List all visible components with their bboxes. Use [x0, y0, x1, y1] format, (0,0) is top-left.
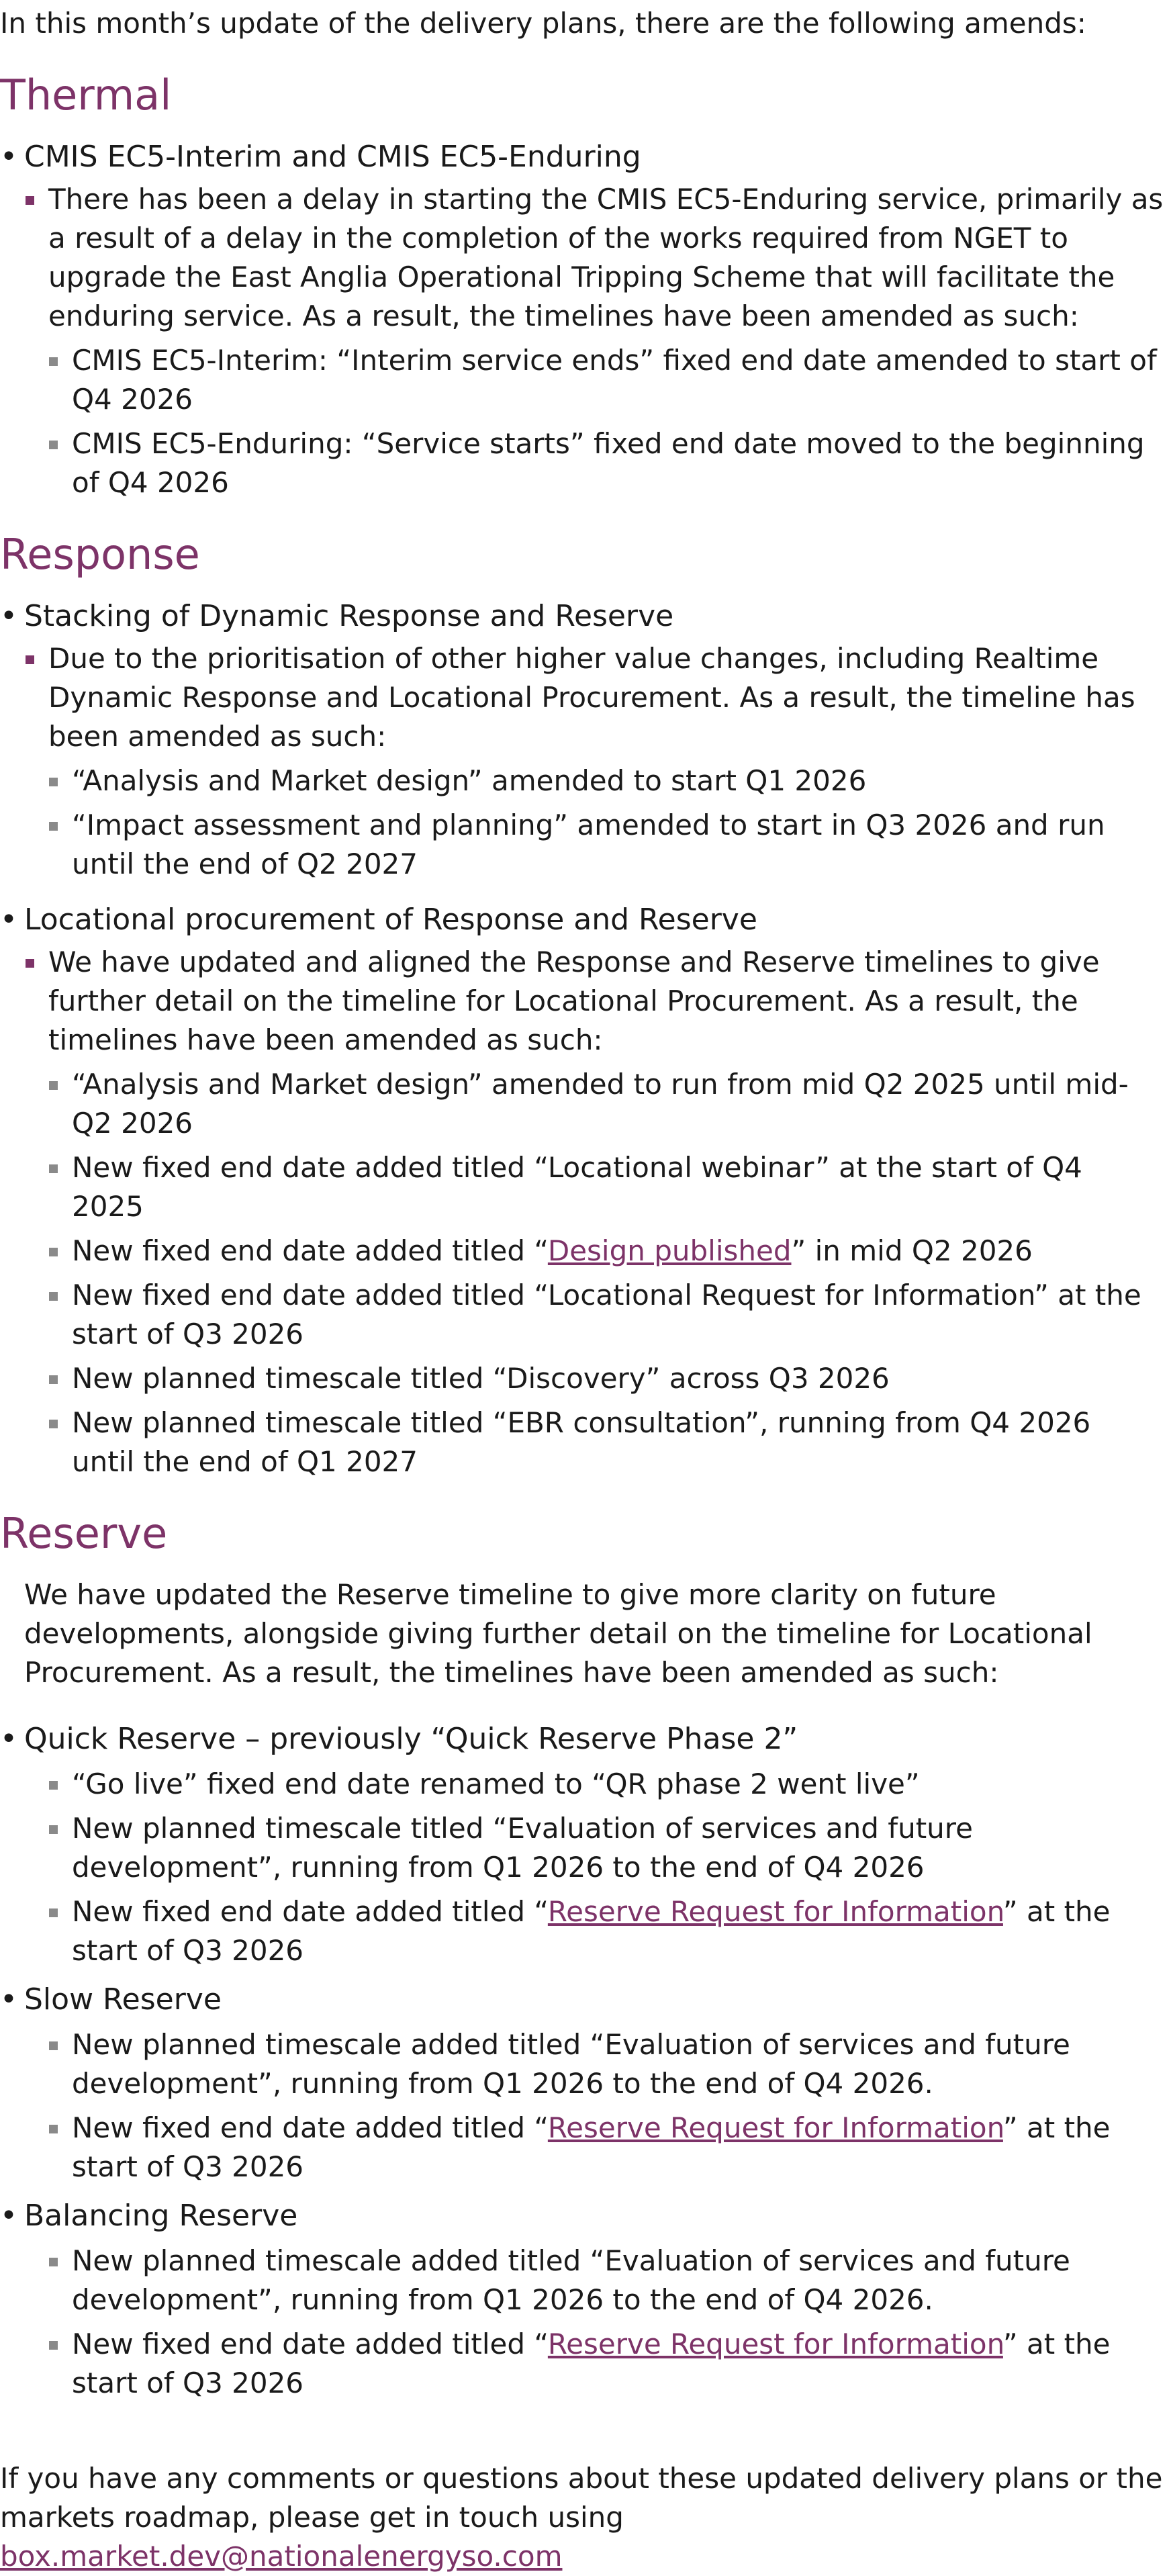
list-item: [0, 2325, 1171, 2403]
list-item: New planned timescale titled “Discovery” across Q3 2026: [0, 1359, 1171, 1398]
topic-body: We have updated and aligned the Response and Reserve timelines to give further detail on the timeline for Locational Procurement. As a result, the timelines have been amended as such:: [0, 943, 1171, 1060]
topic-cmis-ec5: • CMIS EC5-Interim and CMIS EC5-Enduring: [0, 137, 1171, 177]
section-title-thermal: Thermal: [0, 71, 172, 120]
item-prefix: New fixed end date added titled “: [72, 2328, 548, 2360]
list-item: New fixed end date added titled “Locational webinar” at the start of Q4 2025: [0, 1148, 1171, 1226]
item-prefix: New fixed end date added titled “: [72, 2111, 548, 2144]
topic-stacking: • Stacking of Dynamic Response and Reserve: [0, 596, 1171, 637]
topic-body: There has been a delay in starting the CMIS EC5-Enduring service, primarily as a result of a delay in the completion of the works required from NGET to upgrade the East Anglia Operational Tripping Scheme that will facilitate the enduring service. As a result, the timelines have been amended as such:: [0, 180, 1171, 336]
section-title-reserve: Reserve: [0, 1509, 168, 1558]
list-item: New planned timescale added titled “Evaluation of services and future development”, running from Q1 2026 to the end of Q4 2026.: [0, 2242, 1171, 2319]
closing-text: [0, 2459, 1171, 2576]
reserve-rfi-link[interactable]: Reserve Request for Information: [547, 2328, 1003, 2360]
item-prefix: New fixed end date added titled “: [72, 1895, 548, 1928]
list-item: [0, 1232, 1171, 1271]
item-suffix: ” at the start of Q3 2026: [72, 1895, 1111, 1967]
list-item: New planned timescale added titled “Evaluation of services and future development”, running from Q1 2026 to the end of Q4 2026.: [0, 2025, 1171, 2103]
list-item: “Go live” fixed end date renamed to “QR phase 2 went live”: [0, 1765, 1171, 1804]
topic-slow-reserve: • Slow Reserve: [0, 1980, 1171, 2020]
list-item: New planned timescale titled “EBR consultation”, running from Q4 2026 until the end of Q1 2027: [0, 1404, 1171, 1481]
list-item: “Analysis and Market design” amended to run from mid Q2 2025 until mid-Q2 2026: [0, 1065, 1171, 1143]
list-item: New fixed end date added titled “Locational Request for Information” at the start of Q3 2026: [0, 1276, 1171, 1354]
list-item: New planned timescale titled “Evaluation of services and future development”, running from Q1 2026 to the end of Q4 2026: [0, 1809, 1171, 1887]
section-title-response: Response: [0, 530, 200, 579]
list-item: CMIS EC5-Interim: “Interim service ends” fixed end date amended to start of Q4 2026: [0, 341, 1171, 419]
closing-sentence: If you have any comments or questions about these updated delivery plans or the markets roadmap, please get in touch using: [0, 2462, 1163, 2534]
topic-locational-procurement: • Locational procurement of Response and Reserve: [0, 900, 1171, 940]
item-suffix: ” at the start of Q3 2026: [72, 2111, 1111, 2183]
topic-body: Due to the prioritisation of other higher value changes, including Realtime Dynamic Response and Locational Procurement. As a result, the timeline has been amended as such:: [0, 639, 1171, 756]
topic-balancing-reserve: • Balancing Reserve: [0, 2196, 1171, 2236]
list-item: [0, 1892, 1171, 1970]
topic-quick-reserve: • Quick Reserve – previously “Quick Reserve Phase 2”: [0, 1719, 1171, 1759]
item-suffix: ” in mid Q2 2026: [791, 1234, 1033, 1267]
item-prefix: New fixed end date added titled “: [72, 1234, 548, 1267]
list-item: “Analysis and Market design” amended to start Q1 2026: [0, 762, 1171, 800]
contact-email-link[interactable]: box.market.dev@nationalenergyso.com: [0, 2540, 563, 2573]
list-item: CMIS EC5-Enduring: “Service starts” fixed end date moved to the beginning of Q4 2026: [0, 424, 1171, 502]
item-suffix: ” at the start of Q3 2026: [72, 2328, 1111, 2399]
reserve-rfi-link[interactable]: Reserve Request for Information: [547, 2111, 1003, 2144]
reserve-rfi-link[interactable]: Reserve Request for Information: [547, 1895, 1003, 1928]
list-item: [0, 2109, 1171, 2187]
reserve-paragraph: We have updated the Reserve timeline to give more clarity on future developments, alongside giving further detail on the timeline for Locational Procurement. As a result, the timelines have been amended as such:: [24, 1578, 1092, 1689]
design-published-link[interactable]: Design published: [547, 1234, 792, 1267]
list-item: “Impact assessment and planning” amended to start in Q3 2026 and run until the end of Q2 2027: [0, 806, 1171, 884]
intro-text: In this month’s update of the delivery plans, there are the following amends:: [0, 7, 1086, 40]
